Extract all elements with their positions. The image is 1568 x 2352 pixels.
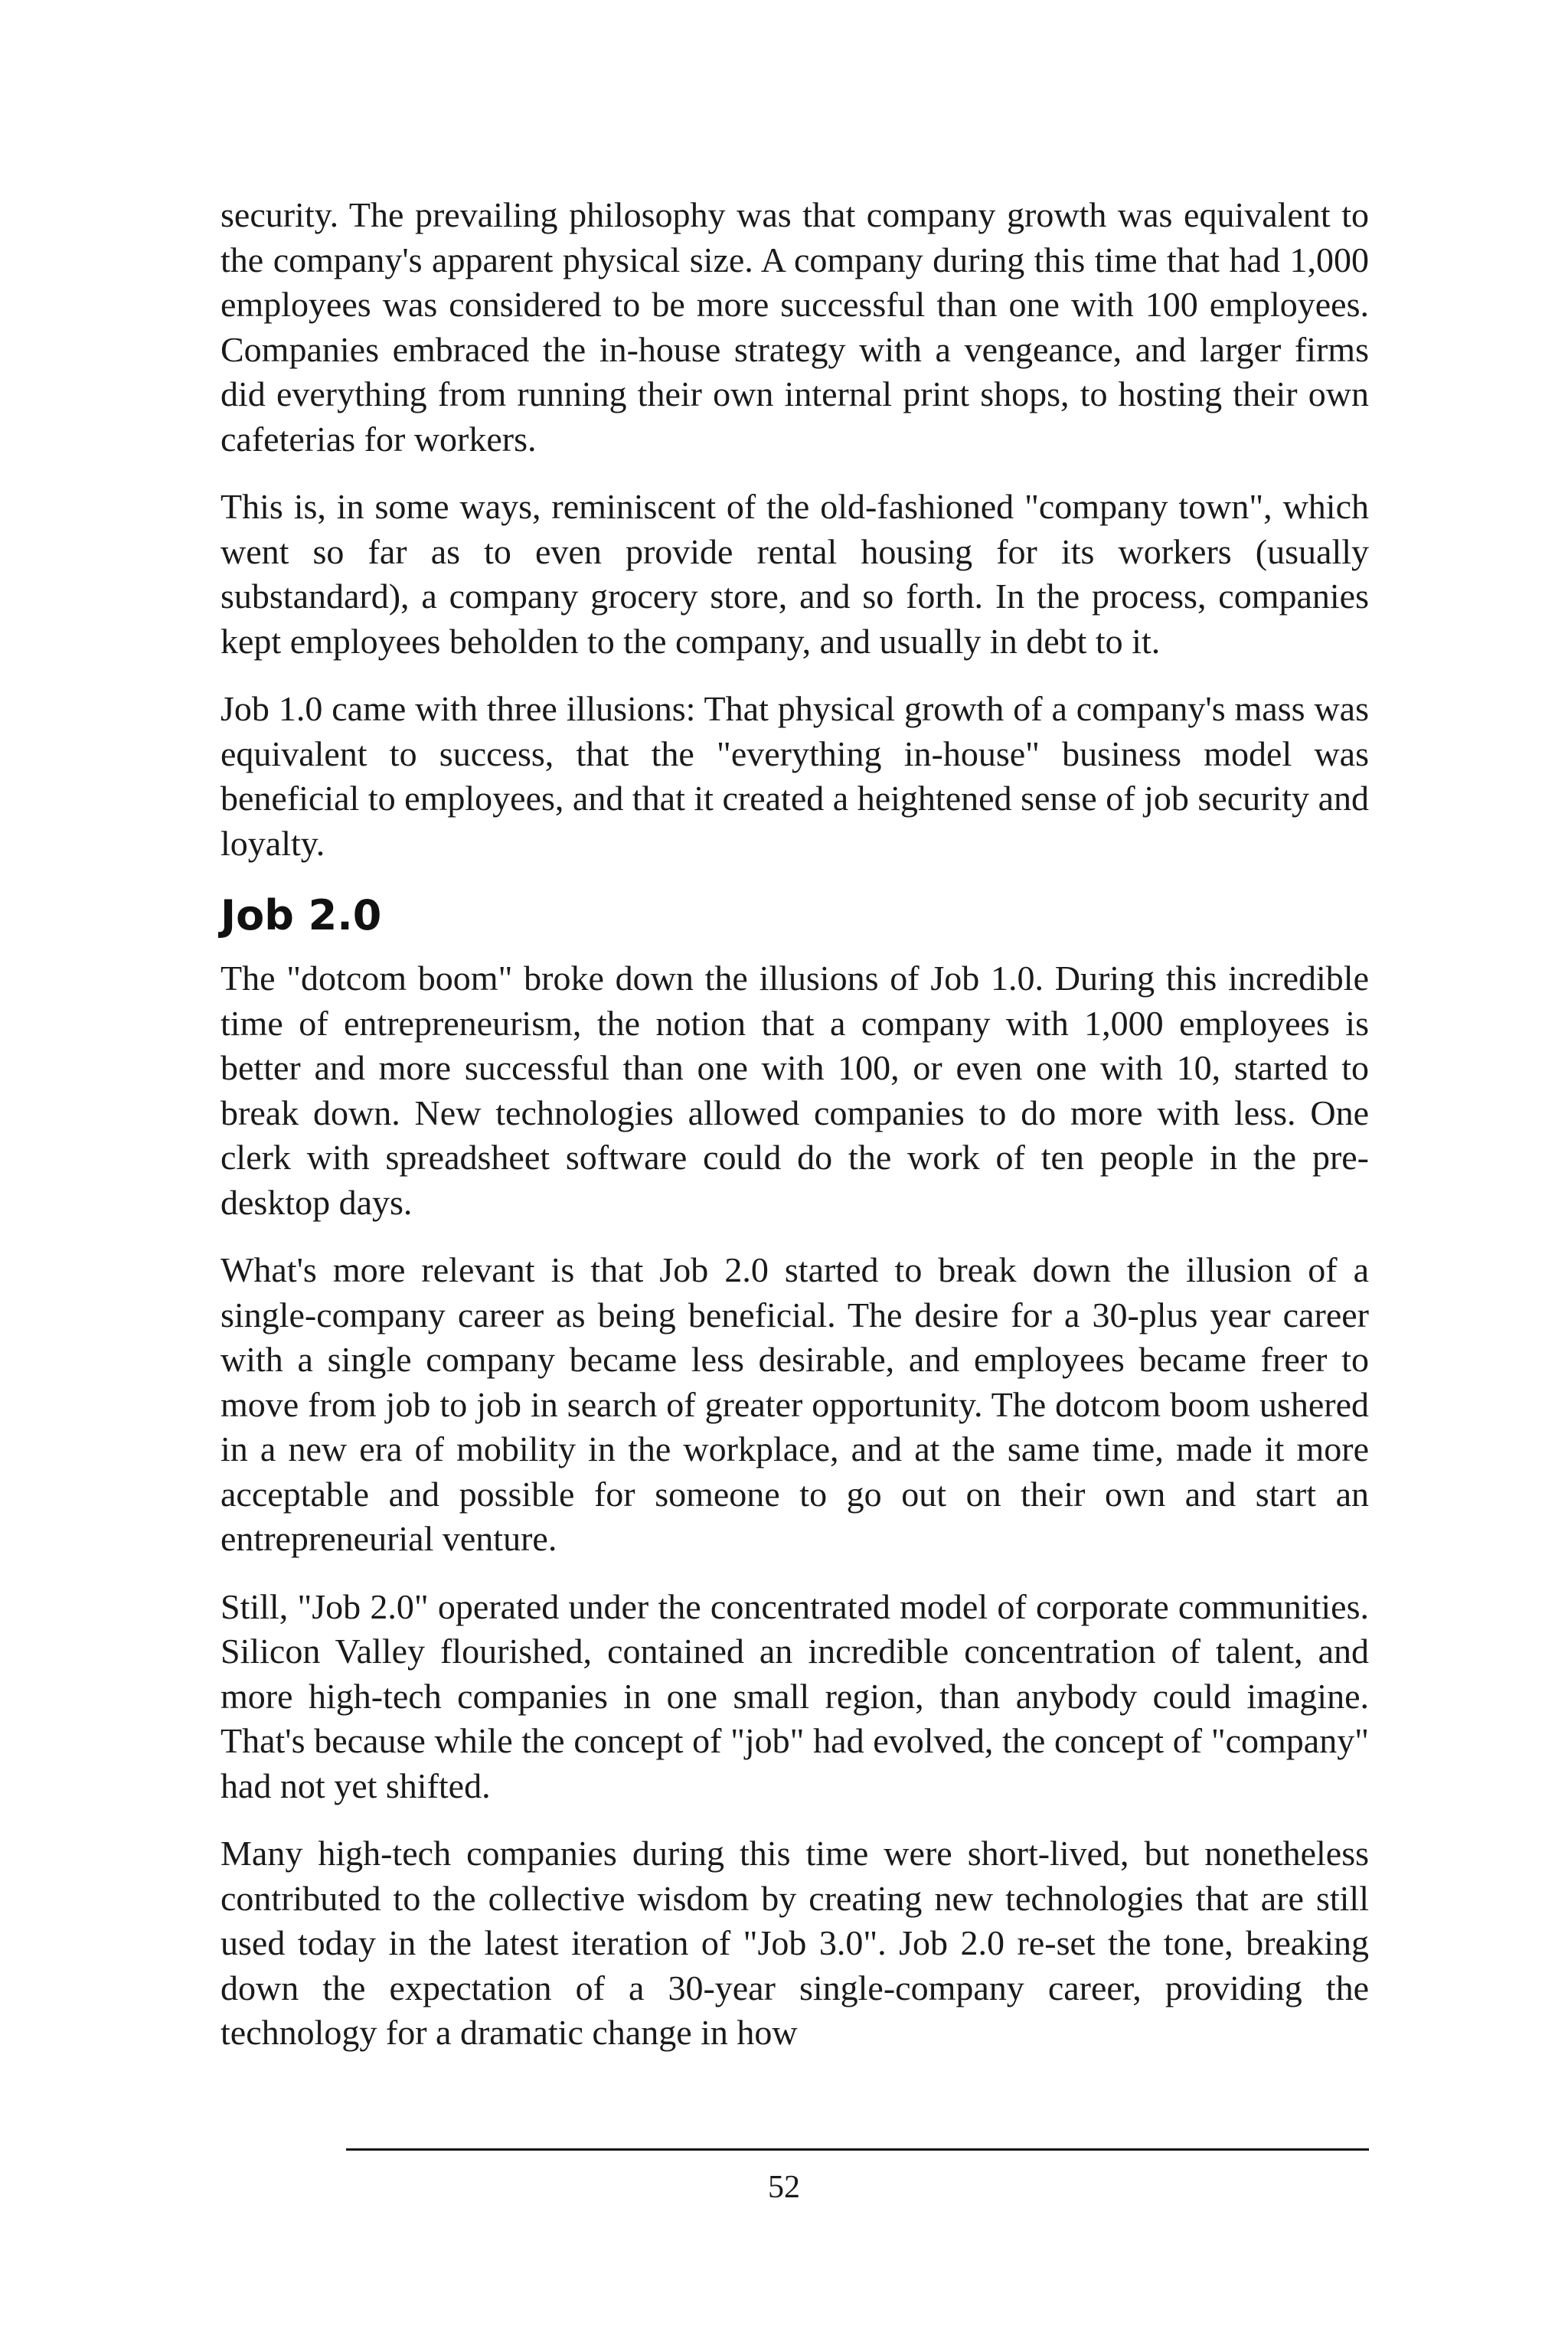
body-text <box>220 193 1369 2079</box>
paragraph: Many high-tech companies during this time were short-lived, but nonetheless contributed to the collective wisdom by creating new technologies that are still used today in the latest iteration of "Job 3.0". Job 2.0 re-set the tone, breaking down the expectation of a 30-year single-company career, providing the technology for a dramatic change in how <box>220 1834 1369 2052</box>
section-heading: Job 2.0 <box>220 891 382 939</box>
paragraph: The "dotcom boom" broke down the illusions of Job 1.0. During this incredible time of entrepreneurism, the notion that a company with 1,000 employees is better and more successful than one with 100, or even one with 10, started to break down. New technologies allowed companies to do more with less. One clerk with spreadsheet software could do the work of ten people in the pre-desktop days. <box>220 959 1369 1222</box>
paragraph: security. The prevailing philosophy was that company growth was equivalent to the company's apparent physical size. A company during this time that had 1,000 employees was considered to be more successful than one with 100 employees. Companies embraced the in-house strategy with a vengeance, and larger firms did everything from running their own internal print shops, to hosting their own cafeterias for workers. <box>220 195 1369 459</box>
paragraph: What's more relevant is that Job 2.0 started to break down the illusion of a single-company career as being beneficial. The desire for a 30-plus year career with a single company became less desirable, and employees became freer to move from job to job in search of greater opportunity. The dotcom boom ushered in a new era of mobility in the workplace, and at the same time, made it more acceptable and possible for someone to go out on their own and start an entrepreneurial venture. <box>220 1250 1369 1558</box>
page-number: 52 <box>768 2170 800 2205</box>
paragraph: Job 1.0 came with three illusions: That physical growth of a company's mass was equivalent to success, that the "everything in-house" business model was beneficial to employees, and that it created a heightened sense of job security and loyalty. <box>220 689 1369 863</box>
paragraph: This is, in some ways, reminiscent of the old-fashioned "company town", which went so far as to even provide rental housing for its workers (usually substandard), a company grocery store, and so forth. In the process, companies kept employees beholden to the company, and usually in debt to it. <box>220 487 1369 661</box>
footer-divider <box>346 2148 1369 2151</box>
paragraph: Still, "Job 2.0" operated under the concentrated model of corporate communities. Silicon Valley flourished, contained an incredible concentration of talent, and more high-tech companies in one small region, than anybody could imagine. That's because while the concept of "job" had evolved, the concept of "company" had not yet shifted. <box>220 1586 1369 1805</box>
